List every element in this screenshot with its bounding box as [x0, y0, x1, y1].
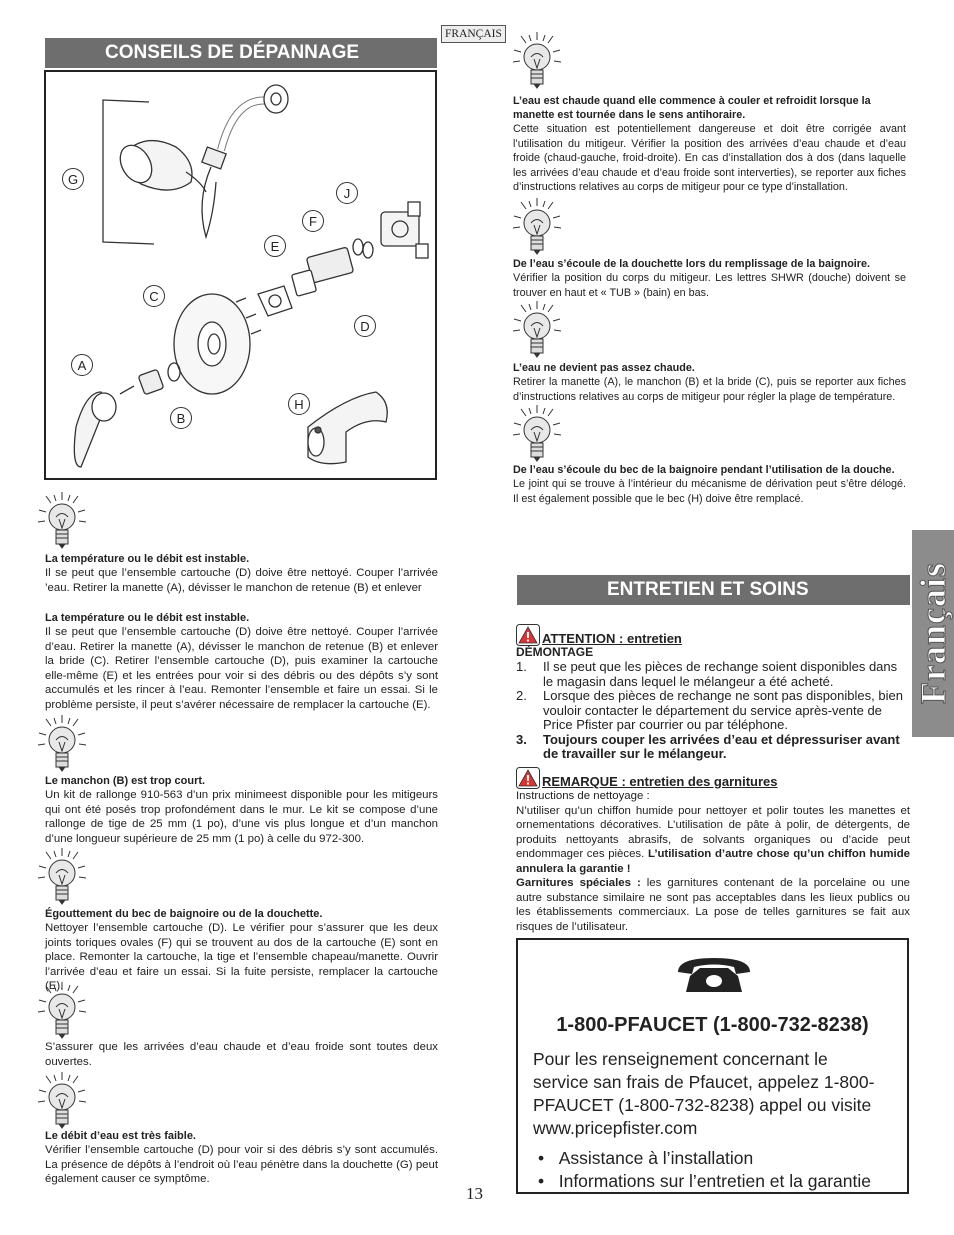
- care-header-label: ENTRETIEN ET SOINS: [607, 579, 809, 600]
- contact-box: [516, 938, 909, 1194]
- attention-label: ATTENTION : entretien: [542, 631, 682, 646]
- list-number: 2.: [516, 688, 527, 703]
- side-tab-language: [912, 530, 954, 737]
- tip-body: Il se peut que l’ensemble cartouche (D) doive être nettoyé. Couper l’arrivée d’eau. Retirer la manette (A), dévisser le manchon de retenue (B) et enlever la bride (C). Retirer l’ensemble cartouche (D), puis examiner la cartouche elle-même (E) et les entrées pour voir si des débris ou des dépôts s’y sont accumulés et les rincer à l’eau. Remonter l’ensemble et faire un essai. Si le problème persiste, il peut s’avérer nécessaire de remplacer la cartouche (E).: [45, 626, 438, 711]
- contact-bullets: [538, 1147, 908, 1193]
- tip-item: [45, 907, 438, 994]
- dismantle-label: DÉMONTAGE: [516, 645, 594, 659]
- tip-body: Un kit de rallonge 910-563 d’un prix minimeest disponible pour les mitigeurs qui ont été posés trop profondément dans le mur. Le kit se compose d’une rallonge de tige de 25 mm (1 po), d’une vis plus longue et d’un manchon d’une longueur supérieure de 25 mm (1 po) à celle du 972-300.: [45, 789, 438, 845]
- callout-f: F: [302, 210, 324, 232]
- callout-a: A: [71, 354, 93, 376]
- bullet-item: • Informations sur l’entretien et la garantie: [538, 1171, 871, 1191]
- tip-bulb-icon: [36, 1070, 88, 1130]
- tip-bulb-icon: [36, 713, 88, 773]
- tip-title: La température ou le débit est instable.: [45, 553, 250, 565]
- warning-icon: [516, 767, 540, 789]
- tip-bulb-icon: [511, 403, 563, 463]
- troubleshooting-header-label: CONSEILS DE DÉPANNAGE: [105, 42, 360, 63]
- tip-title: Le débit d’eau est très faible.: [45, 1130, 196, 1142]
- tip-body: S’assurer que les arrivées d’eau chaude et d’eau froide sont toutes deux ouvertes.: [45, 1041, 438, 1068]
- tip-item: [45, 611, 438, 713]
- list-text: Toujours couper les arrivées d’eau et dépressuriser avant de travailler sur le mélangeur.: [543, 731, 900, 761]
- special-text: les garnitures contenant de la porcelaine ou une autre substance similaire ne sont pas acceptables dans les lieux publics ou les établissements commerciaux. La pose de telles garnitures se fait aux risques de l’utilisateur.: [516, 877, 910, 933]
- tip-item: [45, 1129, 438, 1187]
- warning-icon: [516, 624, 540, 646]
- callout-d: D: [354, 315, 376, 337]
- tip-title: Égouttement du bec de baignoire ou de la douchette.: [45, 908, 323, 920]
- tip-item: [513, 257, 906, 300]
- tip-bulb-icon: [511, 299, 563, 359]
- tip-title: L’eau est chaude quand elle commence à couler et refroidit lorsque la manette est tournée dans le sens antihoraire.: [513, 95, 871, 121]
- list-item: [516, 733, 910, 762]
- list-number: 1.: [516, 659, 527, 674]
- tip-title: La température ou le débit est instable.: [45, 612, 250, 624]
- tip-body: Vérifier l’ensemble cartouche (D) pour voir si des débris s’y sont accumulés. La présence de dépôts à l’endroit où l’eau pénètre dans la douchette (G) peut également causer ce symptôme.: [45, 1144, 438, 1186]
- callout-h: H: [288, 393, 310, 415]
- troubleshooting-header: [45, 38, 437, 68]
- tip-item: [45, 552, 438, 595]
- callout-g: G: [62, 168, 84, 190]
- side-tab-label: Français: [913, 562, 953, 705]
- tip-bulb-icon: [511, 30, 563, 90]
- tip-item: [45, 1040, 438, 1069]
- tip-body: Cette situation est potentiellement dangereuse et doit être corrigée avant l’utilisation du mitigeur. Vérifier la position des arrivées d’eau chaude et d’eau froide (chaud-gauche, froid-droite). En cas d’installation dos à dos (dans laquelle les arrivées d’eau chaude et d’eau froide sont interverties), se reporter aux fiches d’instructions relatives au corps de mitigeur pour ce type d’installation.: [513, 123, 906, 194]
- exploded-parts-diagram: [44, 70, 437, 480]
- telephone-icon: [674, 954, 754, 996]
- cleaning-label: Instructions de nettoyage :: [516, 790, 650, 802]
- list-number: 3.: [516, 731, 527, 747]
- tip-body: Vérifier la position du corps du mitigeur. Les lettres SHWR (douche) doivent se trouver en haut et « TUB » (bain) en bas.: [513, 272, 906, 299]
- contact-description: Pour les renseignement concernant le service san frais de Pfaucet, appelez 1-800-PFAUCET (1-800-732-8238) appel ou visite www.pricepfister.com: [533, 1049, 875, 1138]
- language-tag: FRANÇAIS: [441, 25, 506, 43]
- tip-bulb-icon: [36, 980, 88, 1040]
- tip-item: [513, 361, 906, 404]
- special-paragraph: [516, 876, 910, 934]
- list-item: [516, 660, 910, 689]
- bullet-text: Assistance à l’installation: [558, 1148, 754, 1168]
- tip-item: [513, 94, 906, 195]
- attention-section: [516, 624, 910, 762]
- faucet-parts-illustration: [46, 72, 435, 478]
- bullet-item: • Assistance à l’installation: [538, 1148, 754, 1168]
- cleaning-warning: L’utilisation d’autre chose qu’un chiffon humide annulera la garantie !: [516, 848, 911, 875]
- list-item: [516, 689, 910, 733]
- tip-item: [45, 774, 438, 846]
- page-number: 13: [466, 1184, 483, 1203]
- tip-body: Retirer la manette (A), le manchon (B) et la bride (C), puis se reporter aux fiches d’instructions relatives au corps de mitigeur pour régler la plage de température.: [513, 376, 906, 403]
- cleaning-text: N’utiliser qu’un chiffon humide pour nettoyer et polir toutes les manettes et ornementations décoratives. L’utilisation de pâte à polir, de détergents, de produits nettoyants abrasifs, de solvants organiques ou d’acide peut endommager ces pièces.: [516, 804, 910, 860]
- tip-title: De l’eau s’écoule du bec de la baignoire pendant l’utilisation de la douche.: [513, 464, 895, 476]
- bullet-text: Informations sur l’entretien et la garantie: [558, 1171, 871, 1191]
- tip-body: Le joint qui se trouve à l’intérieur du mécanisme de dérivation peut s’être délogé. Il est également possible que le bec (H) doive être remplacé.: [513, 478, 906, 505]
- care-header: [517, 575, 910, 605]
- remark-label: REMARQUE : entretien des garnitures: [542, 774, 778, 789]
- special-label: Garnitures spéciales :: [516, 877, 641, 889]
- callout-e: E: [264, 235, 286, 257]
- callout-b: B: [170, 407, 192, 429]
- remark-section: [516, 767, 910, 934]
- tip-bulb-icon: [511, 196, 563, 256]
- cleaning-paragraph: [516, 804, 910, 877]
- phone-number: 1-800-PFAUCET (1-800-732-8238): [556, 1014, 869, 1036]
- tip-body: Il se peut que l’ensemble cartouche (D) doive être nettoyé. Couper l’arrivée ’eau. Retirer la manette (A), dévisser le manchon de retenue (B) et enlever: [45, 567, 438, 594]
- tip-title: Le manchon (B) est trop court.: [45, 775, 206, 787]
- callout-j: J: [336, 182, 358, 204]
- callout-c: C: [143, 285, 165, 307]
- tip-bulb-icon: [36, 490, 88, 550]
- tip-title: L’eau ne devient pas assez chaude.: [513, 362, 695, 374]
- list-text: Lorsque des pièces de rechange ne sont pas disponibles, bien vouloir contacter le département du service après-vente de Price Pfister par courrier ou par téléphone.: [543, 688, 903, 732]
- tip-body: Nettoyer l’ensemble cartouche (D). Le vérifier pour s’assurer que les deux joints toriques ovales (F) qui se trouvent au dos de la cartouche (E) sont en place. Remonter la cartouche, la tige et l’ensemble chapeau/manette. Ouvrir l’arrivée d’eau et faire un essai. Si la fuite persiste, remplacer la cartouche: [45, 922, 438, 978]
- list-text: Il se peut que les pièces de rechange soient disponibles dans le magasin dans lequel le mélangeur a été acheté.: [543, 659, 898, 689]
- tip-item: [513, 463, 906, 506]
- tip-title: De l’eau s’écoule de la douchette lors du remplissage de la baignoire.: [513, 258, 871, 270]
- tip-bulb-icon: [36, 846, 88, 906]
